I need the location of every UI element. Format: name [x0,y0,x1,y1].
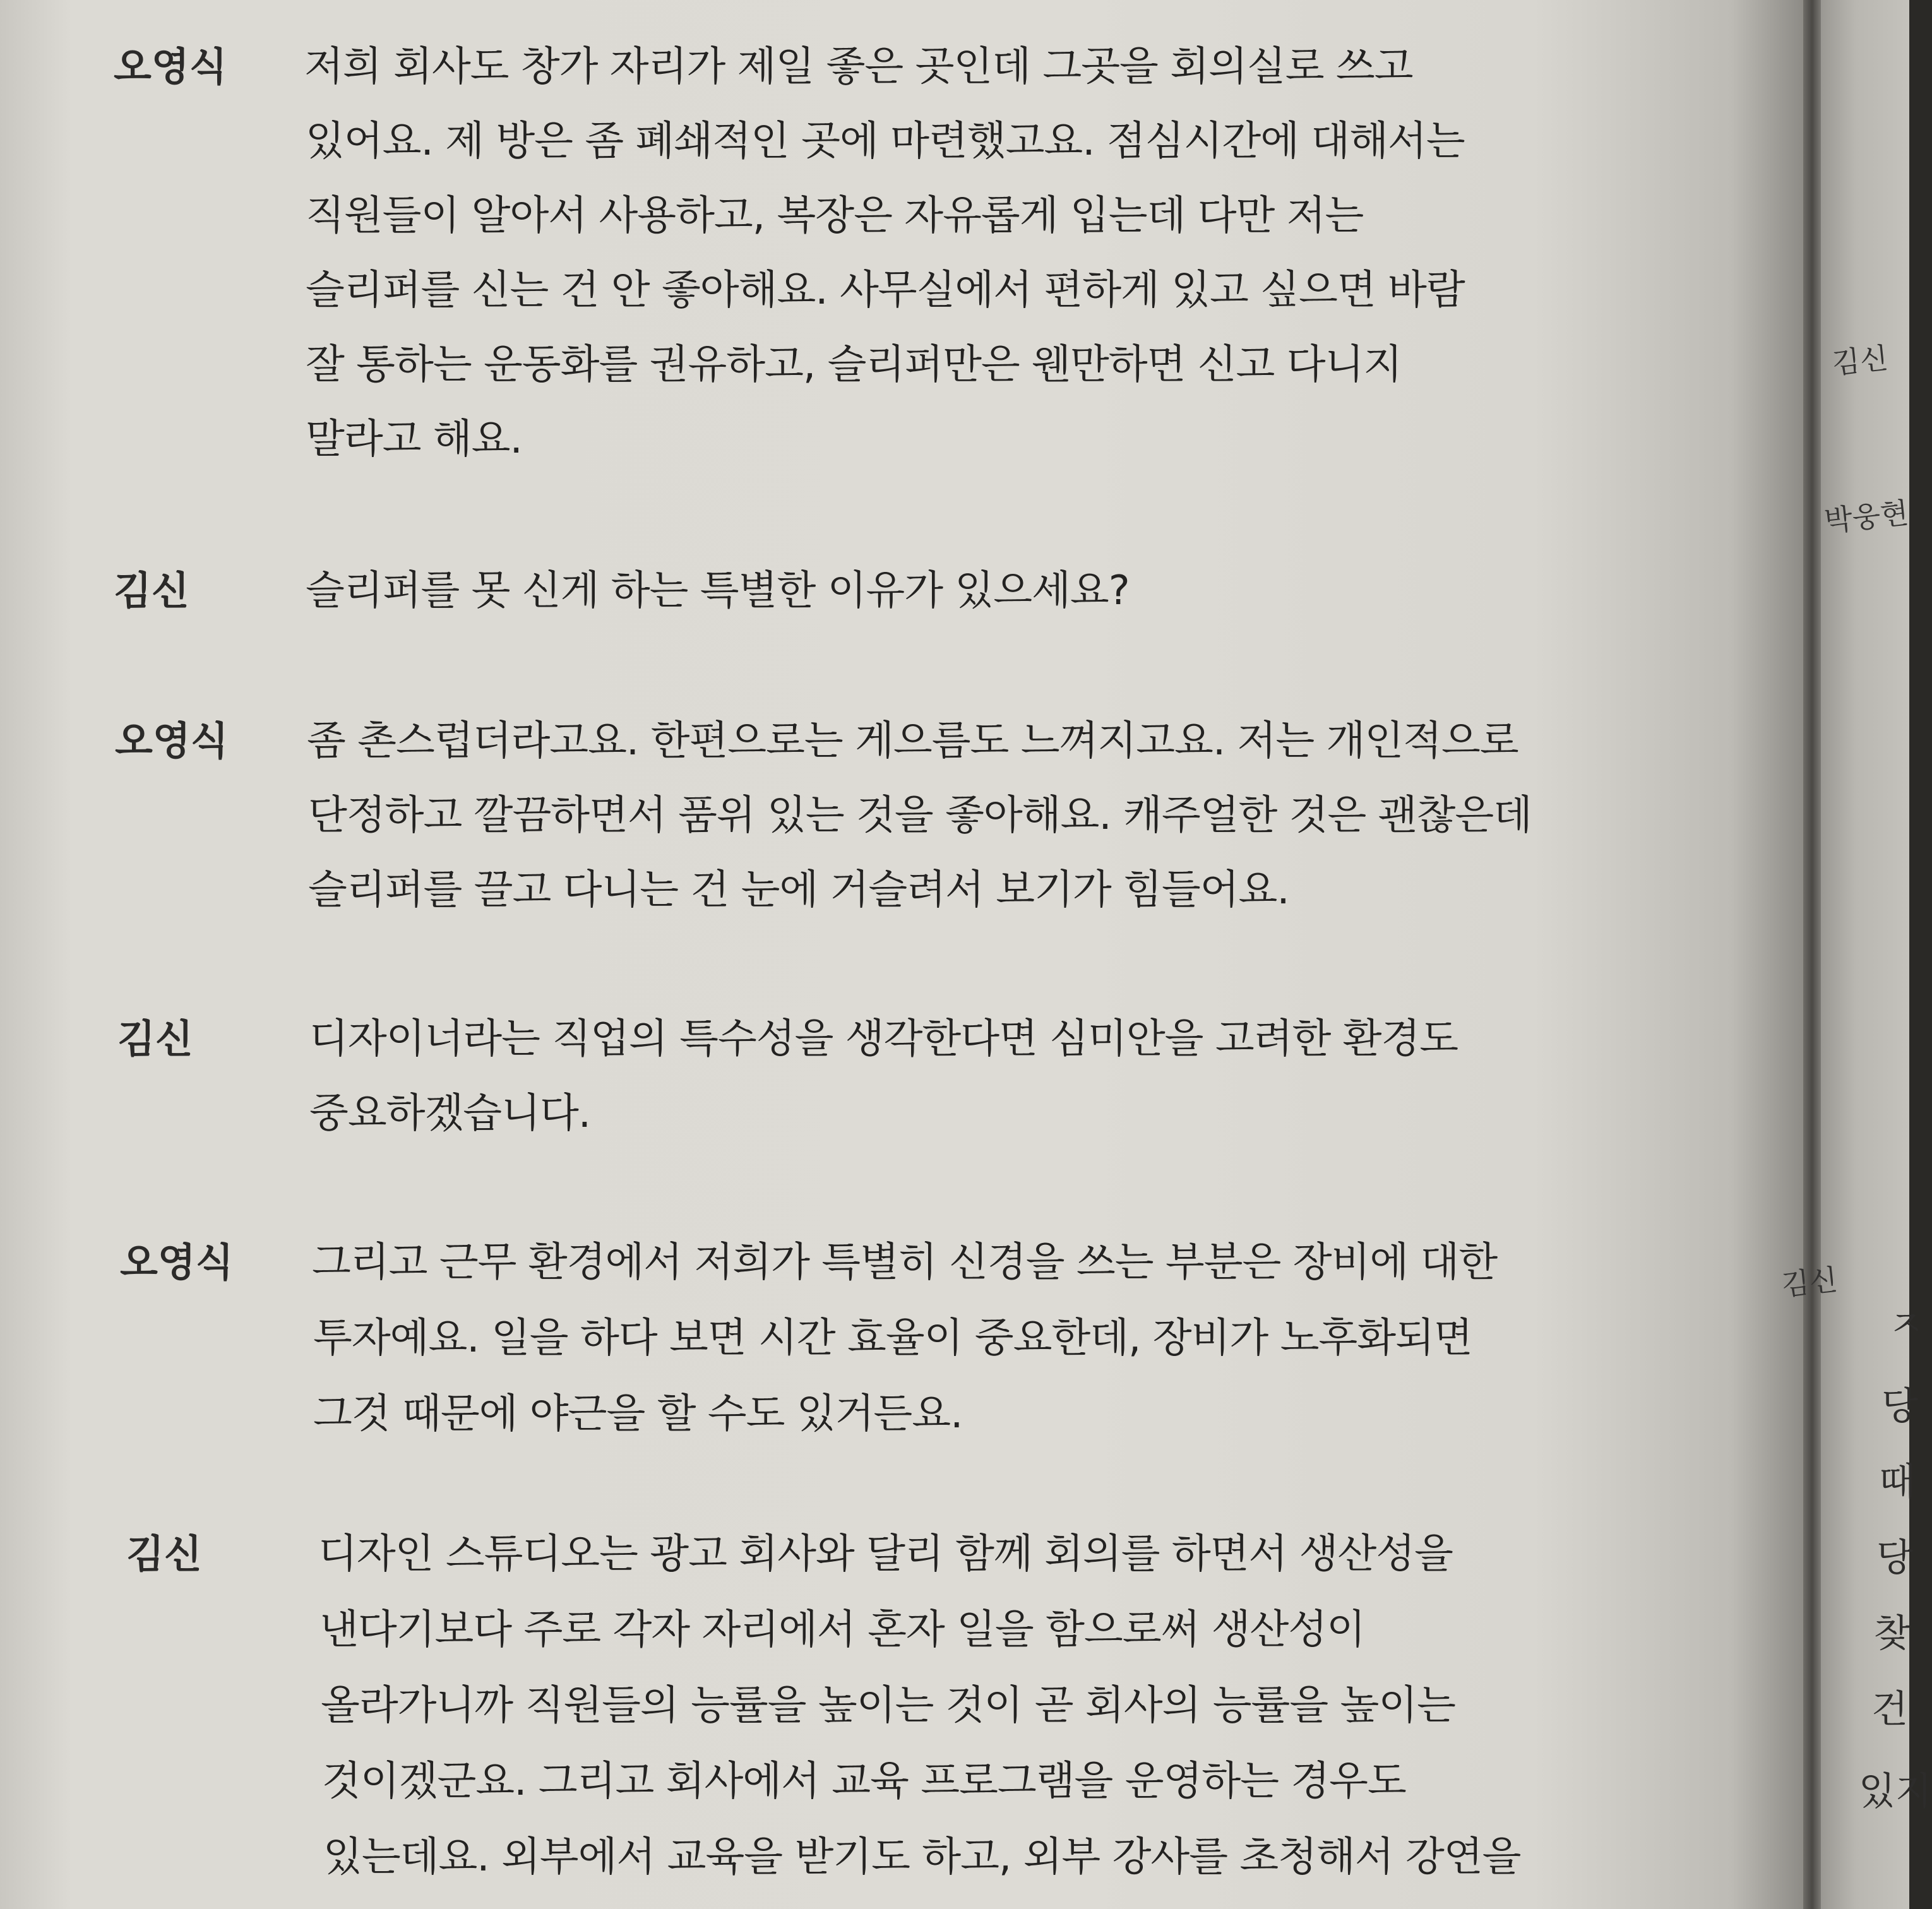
facing-page-speaker: 김신 [1830,340,1890,381]
facing-page-text-fragment: 때 [1879,1460,1916,1504]
facing-page-text-fragment: 찾 [1874,1612,1911,1656]
dialogue-line: 말라고 해요. [306,416,522,463]
speaker-name: 김신 [126,1531,202,1577]
speaker-name: 오영식 [115,718,229,764]
dialogue-line: 있는데요. 외부에서 교육을 받기도 하고, 외부 강사를 초청해서 강연을 [323,1834,1521,1881]
dialogue-line: 낸다기보다 주로 각자 자리에서 혼자 일을 함으로써 생산성이 [319,1607,1366,1653]
dialogue-line: 올라가니까 직원들의 능률을 높이는 것이 곧 회사의 능률을 높이는 [321,1682,1455,1729]
dialogue-line: 투자예요. 일을 하다 보면 시간 효율이 중요한데, 장비가 노후화되면 [313,1315,1472,1362]
dialogue-line: 디자이너라는 직업의 특수성을 생각한다면 심미안을 고려한 환경도 [309,1016,1458,1062]
book-gutter [1803,0,1821,1909]
facing-page-text-fragment: 당 [1876,1536,1913,1580]
dialogue-line: 디자인 스튜디오는 광고 회사와 달리 함께 회의를 하면서 생산성을 [318,1531,1453,1578]
dialogue-line: 있어요. 제 방은 좀 폐쇄적인 곳에 마련했고요. 점심시간에 대해서는 [306,118,1465,165]
speaker-name: 김신 [117,1016,193,1062]
dialogue-line: 것이겠군요. 그리고 회사에서 교육 프로그램을 운영하는 경우도 [322,1758,1406,1805]
dialogue-line: 직원들이 알아서 사용하고, 복장은 자유롭게 입는데 다만 저는 [306,193,1364,239]
facing-page-text-fragment: 건 [1871,1687,1908,1732]
facing-page-speaker: 박웅현 [1822,496,1911,538]
dialogue-line: 슬리퍼를 못 신게 하는 특별한 이유가 있으세요? [306,568,1130,614]
facing-page-speaker: 김신 [1779,1262,1839,1302]
facing-page-text-fragment: 있지 [1859,1769,1932,1814]
facing-page-text-fragment: ㅈ [1888,1302,1924,1347]
dialogue-line: 슬리퍼를 끌고 다니는 건 눈에 거슬려서 보기가 힘들어요. [308,867,1289,913]
speaker-name: 오영식 [120,1239,234,1285]
right-book-page [1779,0,1932,1909]
speaker-name: 오영식 [114,44,227,90]
dialogue-line: 좀 촌스럽더라고요. 한편으로는 게으름도 느껴지고요. 저는 개인적으로 [307,718,1518,764]
dialogue-line: 저희 회사도 창가 자리가 제일 좋은 곳인데 그곳을 회의실로 쓰고 [304,44,1413,90]
dialogue-line: 중요하겠습니다. [309,1090,591,1137]
dialogue-line: 그리고 근무 환경에서 저희가 특별히 신경을 쓰는 부분은 장비에 대한 [312,1239,1498,1286]
dialogue-line: 단정하고 깔끔하면서 품위 있는 것을 좋아해요. 캐주얼한 것은 괜찮은데 [308,792,1532,839]
facing-page-text-fragment: 당 [1881,1384,1918,1429]
speaker-name: 김신 [114,568,189,614]
dialogue-line: 잘 통하는 운동화를 권유하고, 슬리퍼만은 웬만하면 신고 다니지 [306,342,1402,388]
dialogue-line: 슬리퍼를 신는 건 안 좋아해요. 사무실에서 편하게 있고 싶으면 바람 [306,267,1465,314]
dialogue-line: 그것 때문에 야근을 할 수도 있거든요. [313,1391,963,1437]
